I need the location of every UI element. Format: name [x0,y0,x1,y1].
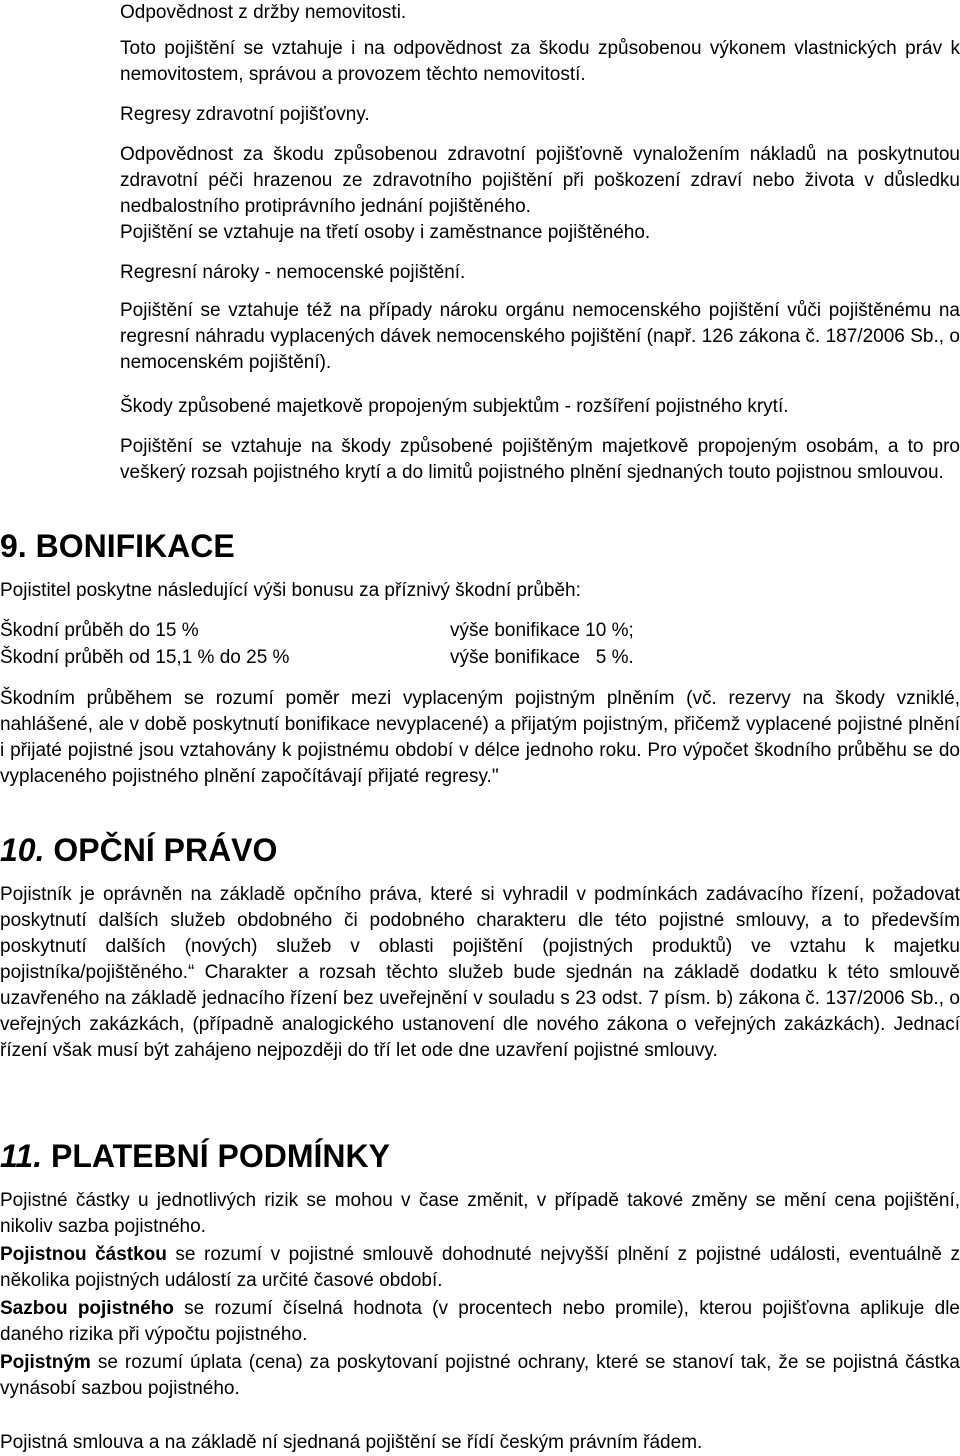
heading-opcni-pravo [0,832,277,868]
bonifikace-intro: Pojistitel poskytne následující výši bonusu za příznivý škodní průběh: [0,580,581,601]
heading-platebni-podminky [0,1138,390,1174]
definition-text: se rozumí číselná hodnota (v procentech nebo promile), kterou pojišťovna aplikuje dle daného rizika při výpočtu pojistného. [0,1298,960,1345]
platebni-p4 [0,1350,960,1402]
section-text-liability-property: Toto pojištění se vztahuje i na odpovědnost za škodu způsobenou výkonem vlastnických práv k nemovitostem, správou a provozem těchto nemovitostí. [120,38,960,85]
bonus-range: Škodní průběh do 15 % [0,620,199,641]
platebni-p2 [0,1242,960,1294]
heading-bonifikace [0,528,235,564]
term-pojistna-castka: Pojistnou částkou [0,1244,167,1265]
section-heading-related-subjects: Škody způsobené majetkově propojeným subjektům - rozšíření pojistného krytí. [120,396,789,417]
heading-number: 11. [0,1138,43,1174]
term-pojistne: Pojistným [0,1352,91,1373]
section-heading-health-regress: Regresy zdravotní pojišťovny. [120,104,370,125]
bonifikace-definition: Škodním průběhem se rozumí poměr mezi vyplaceným pojistným plněním (vč. rezervy na škody vzniklé, nahlášené, ale v době poskytnutí bonifikace nevyplacené) a přijatým pojistným, přičemž vyplacené pojistné plnění i přijaté pojistné jsou vztahovány k pojistnému období v délce jednoho roku. Pro výpočet škodního průběhu se do vyplaceného pojistného plnění započítávají přijaté regresy." [0,688,960,787]
heading-title: PLATEBNÍ PODMÍNKY [51,1138,390,1174]
bonus-value: výše bonifikace 5 %. [450,647,634,668]
heading-number: 10. [0,832,45,868]
heading-title: OPČNÍ PRÁVO [53,832,278,868]
platebni-p1: Pojistné částky u jednotlivých rizik se mohou v čase změnit, v případě takové změny se mění cena pojištění, nikoliv sazba pojistného. [0,1190,960,1237]
section-heading-sickness-regress: Regresní nároky - nemocenské pojištění. [120,262,466,283]
opcni-text: Pojistník je oprávněn na základě opčního práva, které si vyhradil v podmínkách zadávacího řízení, požadovat poskytnutí dalších služeb obdobného či podobného charakteru dle této pojistné smlouvy, a to především poskytnutí dalších (nových) služeb v oblasti pojištění (pojistných produktů) ve vztahu k majetku pojistníka/pojištěného.“ Charakter a rozsah těchto služeb bude sjednán na základě dodatku k této smlouvě uzavřeného na základě jednacího řízení bez uveřejnění v souladu s 23 odst. 7 písm. b) zákona č. 137/2006 Sb., o veřejných zakázkách, (případně analogického ustanovení dle nového zákona o veřejných zakázkách). Jednací řízení však musí být zahájeno nejpozději do tří let ode dne uzavření pojistné smlouvy. [0,884,960,1061]
platebni-p3 [0,1296,960,1348]
bonus-range: Škodní průběh od 15,1 % do 25 % [0,647,290,668]
section-heading-liability-property: Odpovědnost z držby nemovitosti. [120,2,407,23]
definition-text: se rozumí v pojistné smlouvě dohodnuté nejvyšší plnění z pojistné události, eventuálně z několika pojistných událostí za určité časové období. [0,1244,960,1291]
section-text-sickness-regress: Pojištění se vztahuje též na případy nároku orgánu nemocenského pojištění vůči pojištěnému na regresní náhradu vyplacených dávek nemocenského pojištění (např. 126 zákona č. 187/2006 Sb., o nemocenském pojištění). [120,300,960,373]
platebni-p5: Pojistná smlouva a na základě ní sjednaná pojištění se řídí českým právním řádem. [0,1432,703,1453]
section-text2-health-regress: Pojištění se vztahuje na třetí osoby i zaměstnance pojištěného. [120,222,651,243]
heading-title: BONIFIKACE [35,528,235,564]
bonus-row [0,645,960,671]
bonus-row [0,618,960,644]
definition-text: se rozumí úplata (cena) za poskytovaní pojistné ochrany, které se stanoví tak, že se pojistná částka vynásobí sazbou pojistného. [0,1352,960,1399]
bonus-value: výše bonifikace 10 %; [450,620,634,641]
term-sazba-pojistneho: Sazbou pojistného [0,1298,174,1319]
heading-number: 9. [0,528,27,564]
section-text-related-subjects: Pojištění se vztahuje na škody způsobené pojištěným majetkově propojeným osobám, a to pro veškerý rozsah pojistného krytí a do limitů pojistného plnění sjednaných touto pojistnou smlouvou. [120,436,960,483]
section-text-health-regress: Odpovědnost za škodu způsobenou zdravotní pojišťovně vynaložením nákladů na poskytnutou zdravotní péči hrazenou ze zdravotního pojištění při poškození zdraví nebo života v důsledku nedbalostního protiprávního jednání pojištěného. [120,144,960,217]
